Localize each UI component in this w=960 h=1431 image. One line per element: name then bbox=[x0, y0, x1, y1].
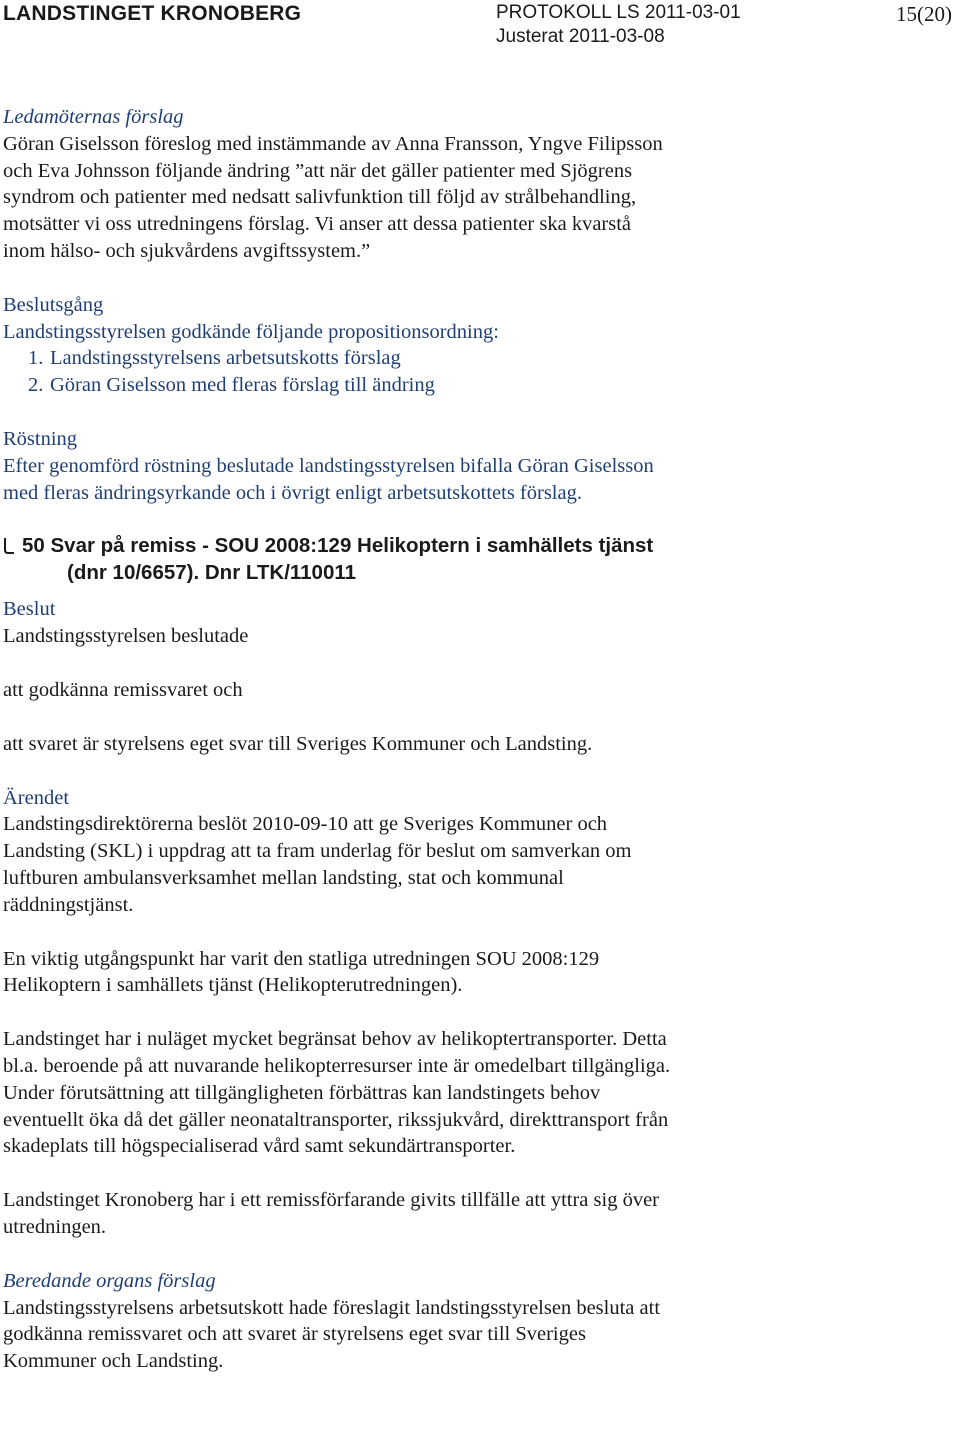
heading-voting: Röstning bbox=[3, 427, 78, 450]
body-line: Göran Giselsson föreslog med instämmande av Anna Fransson, Yngve Filipsson bbox=[3, 132, 663, 155]
page-header bbox=[0, 0, 960, 48]
procedure-intro: Landstingsstyrelsen godkände följande propositionsordning: bbox=[3, 320, 499, 343]
body-line: motsätter vi oss utredningens förslag. Vi anser att dessa patienter ska kvarstå bbox=[3, 213, 632, 236]
heading-decision-procedure: Beslutsgång bbox=[3, 293, 104, 316]
page-number: 15(20) bbox=[896, 2, 952, 26]
body-line: Under förutsättning att tillgängligheten förbättras kan landstingets behov bbox=[3, 1081, 601, 1104]
hook-arrow-icon bbox=[3, 537, 15, 555]
body-line: Landstinget Kronoberg har i ett remissförfarande givits tillfälle att yttra sig över bbox=[3, 1189, 659, 1212]
body-line: godkänna remissvaret och att svaret är styrelsens eget svar till Sveriges bbox=[3, 1323, 586, 1346]
body-line: skadeplats till högspecialiserad vård samt sekundärtransporter. bbox=[3, 1135, 516, 1158]
procedure-list bbox=[3, 345, 953, 399]
document-body bbox=[3, 104, 953, 1375]
section-title-line: 50 Svar på remiss - SOU 2008:129 Helikoptern i samhällets tjänst bbox=[22, 534, 654, 558]
body-line: Landstingsdirektörerna beslöt 2010-09-10 att ge Sveriges Kommuner och bbox=[3, 813, 608, 836]
decision-line: Landstingsstyrelsen beslutade bbox=[3, 625, 249, 648]
body-line: inom hälso- och sjukvårdens avgiftssystem.” bbox=[3, 239, 371, 262]
heading-member-proposals: Ledamöternas förslag bbox=[3, 106, 184, 128]
body-line: utredningen. bbox=[3, 1215, 107, 1238]
heading-decision: Beslut bbox=[3, 598, 56, 621]
adjusted-date: Justerat 2011-03-08 bbox=[496, 26, 665, 47]
body-line: Kommuner och Landsting. bbox=[3, 1350, 224, 1373]
body-line: Landsting (SKL) i uppdrag att ta fram underlag för beslut om samverkan om bbox=[3, 840, 632, 863]
body-line: eventuellt öka då det gäller neonataltransporter, rikssjukvård, direkttransport från bbox=[3, 1108, 669, 1131]
decision-line: att godkänna remissvaret och bbox=[3, 678, 243, 701]
list-number: 1. bbox=[28, 347, 44, 370]
body-line: syndrom och patienter med nedsatt salivfunktion till följd av strålbehandling, bbox=[3, 186, 637, 209]
body-line: Efter genomförd röstning beslutade landstingsstyrelsen bifalla Göran Giselsson bbox=[3, 454, 654, 477]
body-line: och Eva Johnsson följande ändring ”att när det gäller patienter med Sjögrens bbox=[3, 159, 633, 182]
list-item bbox=[3, 345, 953, 372]
body-line: räddningstjänst. bbox=[3, 893, 134, 916]
body-line: med fleras ändringsyrkande och i övrigt enligt arbetsutskottets förslag. bbox=[3, 481, 582, 504]
heading-preparatory-proposal: Beredande organs förslag bbox=[3, 1269, 216, 1292]
body-line: Helikoptern i samhällets tjänst (Helikopterutredningen). bbox=[3, 974, 463, 997]
list-number: 2. bbox=[28, 374, 44, 397]
section-title-line: (dnr 10/6657). Dnr LTK/110011 bbox=[67, 561, 357, 585]
section-title bbox=[3, 532, 953, 586]
body-line: Landstingsstyrelsens arbetsutskott hade föreslagit landstingsstyrelsen besluta att bbox=[3, 1296, 661, 1319]
body-line: Landstinget har i nuläget mycket begränsat behov av helikoptertransporter. Detta bbox=[3, 1028, 667, 1051]
protocol-id: PROTOKOLL LS 2011-03-01 bbox=[496, 2, 741, 23]
list-text: Göran Giselsson med fleras förslag till ändring bbox=[50, 374, 435, 397]
body-line: En viktig utgångspunkt har varit den statliga utredningen SOU 2008:129 bbox=[3, 947, 600, 970]
decision-line: att svaret är styrelsens eget svar till Sveriges Kommuner och Landsting. bbox=[3, 732, 593, 755]
heading-matter: Ärendet bbox=[3, 786, 70, 809]
body-line: bl.a. beroende på att nuvarande helikopterresurser inte är omedelbart tillgängliga. bbox=[3, 1054, 671, 1077]
list-text: Landstingsstyrelsens arbetsutskotts förslag bbox=[50, 347, 401, 370]
body-line: luftburen ambulansverksamhet mellan landsting, stat och kommunal bbox=[3, 866, 564, 889]
organization-name: LANDSTINGET KRONOBERG bbox=[3, 2, 302, 25]
list-item bbox=[3, 372, 953, 399]
